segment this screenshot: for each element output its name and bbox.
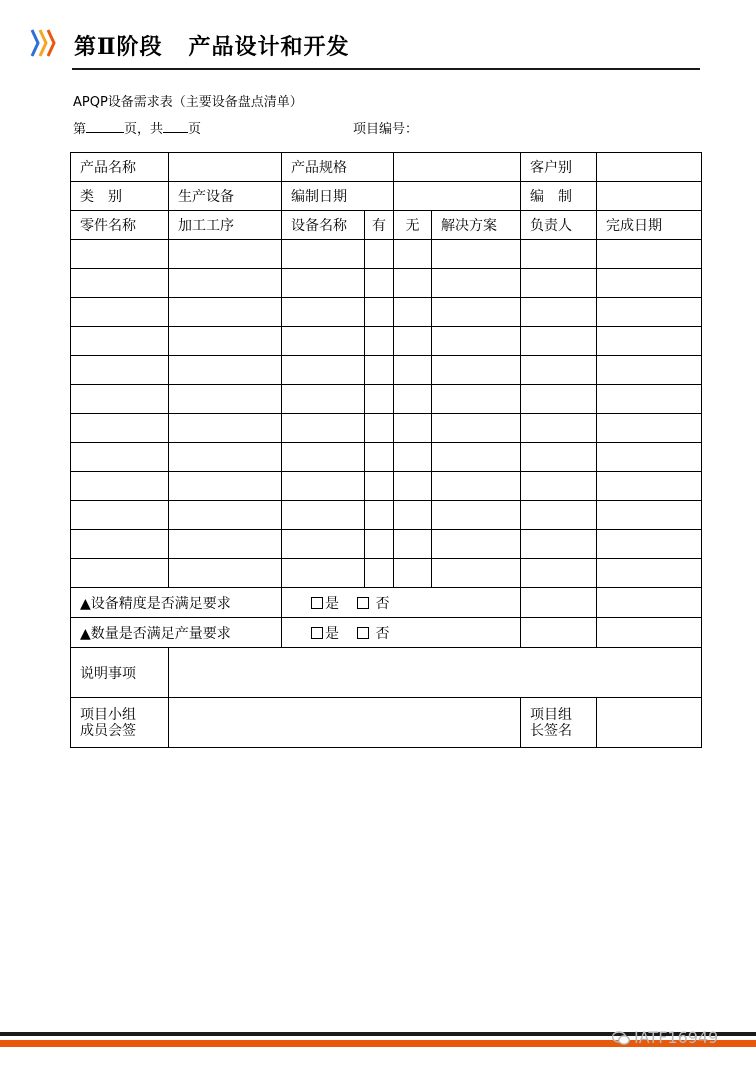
compiler-label: 编 制 [521, 182, 597, 211]
table-cell[interactable] [521, 559, 597, 588]
compiled-date-field[interactable] [394, 182, 521, 211]
column-header-none: 无 [394, 211, 432, 240]
table-cell[interactable] [521, 472, 597, 501]
category-label: 类 别 [71, 182, 169, 211]
table-cell[interactable] [432, 298, 521, 327]
stage-title: 产品设计和开发 [188, 34, 350, 60]
compiled-date-label: 编制日期 [282, 182, 394, 211]
precision-options [282, 588, 521, 618]
table-cell[interactable] [394, 356, 432, 385]
table-header-row [71, 211, 702, 240]
column-header-equipment-name: 设备名称 [282, 211, 365, 240]
checkbox-icon[interactable] [357, 627, 369, 639]
table-cell[interactable] [169, 472, 282, 501]
table-row [71, 501, 702, 530]
stage-label: 第Ⅱ阶段 [74, 34, 163, 60]
table-cell[interactable] [71, 240, 169, 269]
page-header-title [74, 30, 350, 61]
table-cell[interactable] [597, 385, 702, 414]
table-cell[interactable] [597, 269, 702, 298]
compiler-field[interactable] [597, 182, 702, 211]
precision-no-option[interactable] [357, 596, 389, 612]
table-cell[interactable] [365, 559, 394, 588]
table-row [71, 559, 702, 588]
table-cell[interactable] [282, 269, 365, 298]
requirement-row-quantity [71, 618, 702, 648]
column-header-process: 加工工序 [169, 211, 282, 240]
table-cell[interactable] [282, 240, 365, 269]
table-cell[interactable] [432, 472, 521, 501]
yes-label: 是 [325, 625, 339, 642]
page-suffix: 页 [188, 122, 202, 137]
leader-sign-field[interactable] [597, 698, 702, 748]
quantity-no-option[interactable] [357, 626, 389, 642]
table-cell[interactable] [71, 414, 169, 443]
quantity-owner-cell[interactable] [521, 618, 597, 648]
table-cell[interactable] [71, 472, 169, 501]
table-cell[interactable] [365, 356, 394, 385]
table-cell[interactable] [169, 240, 282, 269]
no-label: 否 [375, 595, 390, 612]
table-cell[interactable] [365, 443, 394, 472]
leader-sign-label-line1: 项目组 [530, 706, 572, 723]
form-title: APQP设备需求表（主要设备盘点清单） [73, 95, 303, 110]
table-cell[interactable] [169, 385, 282, 414]
table-cell[interactable] [169, 298, 282, 327]
table-cell[interactable] [365, 530, 394, 559]
table-cell[interactable] [394, 385, 432, 414]
customer-field[interactable] [597, 153, 702, 182]
leader-sign-label-line2: 长签名 [530, 722, 572, 739]
product-name-label: 产品名称 [71, 153, 169, 182]
table-cell[interactable] [71, 298, 169, 327]
customer-label: 客户别 [521, 153, 597, 182]
page-number-blank[interactable] [86, 120, 124, 133]
team-sign-label-line1: 项目小组 [80, 706, 136, 723]
table-cell[interactable] [432, 327, 521, 356]
table-cell[interactable] [71, 443, 169, 472]
table-cell[interactable] [597, 501, 702, 530]
table-row [71, 385, 702, 414]
quantity-options [282, 618, 521, 648]
column-header-have: 有 [365, 211, 394, 240]
table-row [71, 356, 702, 385]
table-cell[interactable] [521, 443, 597, 472]
table-cell[interactable] [521, 385, 597, 414]
table-cell[interactable] [432, 501, 521, 530]
table-cell[interactable] [365, 327, 394, 356]
table-cell[interactable] [597, 298, 702, 327]
table-cell[interactable] [597, 240, 702, 269]
table-cell[interactable] [597, 530, 702, 559]
page-count-line [73, 118, 201, 137]
precision-question: ▲设备精度是否满足要求 [71, 588, 282, 618]
table-cell[interactable] [169, 443, 282, 472]
project-number-label: 项目编号： [353, 122, 419, 137]
wechat-icon [612, 1031, 630, 1045]
table-row [71, 443, 702, 472]
checkbox-icon[interactable] [311, 627, 323, 639]
table-cell[interactable] [169, 559, 282, 588]
team-sign-label-line2: 成员会签 [80, 722, 136, 739]
table-row-category [71, 182, 702, 211]
table-cell[interactable] [597, 356, 702, 385]
table-cell[interactable] [169, 327, 282, 356]
table-cell[interactable] [365, 472, 394, 501]
yes-label: 是 [325, 595, 339, 612]
team-sign-label [71, 698, 169, 748]
table-cell[interactable] [394, 327, 432, 356]
table-cell[interactable] [521, 530, 597, 559]
table-cell[interactable] [71, 385, 169, 414]
brand-logo-icon [30, 26, 58, 60]
table-cell[interactable] [521, 298, 597, 327]
requirement-row-precision [71, 588, 702, 618]
table-cell[interactable] [282, 385, 365, 414]
table-cell[interactable] [394, 501, 432, 530]
table-cell[interactable] [282, 414, 365, 443]
table-cell[interactable] [71, 356, 169, 385]
table-cell[interactable] [394, 269, 432, 298]
precision-date-cell[interactable] [597, 588, 702, 618]
table-cell[interactable] [432, 240, 521, 269]
table-cell[interactable] [282, 327, 365, 356]
table-cell[interactable] [521, 414, 597, 443]
table-cell[interactable] [394, 559, 432, 588]
table-cell[interactable] [521, 327, 597, 356]
product-spec-label: 产品规格 [282, 153, 394, 182]
table-cell[interactable] [282, 298, 365, 327]
quantity-question: ▲数量是否满足产量要求 [71, 618, 282, 648]
table-cell[interactable] [521, 356, 597, 385]
notes-row [71, 648, 702, 698]
table-cell[interactable] [597, 472, 702, 501]
table-cell[interactable] [169, 269, 282, 298]
table-row-product [71, 153, 702, 182]
equipment-requirement-table [70, 152, 702, 748]
table-cell[interactable] [71, 530, 169, 559]
blank-rows [71, 240, 702, 588]
table-cell[interactable] [71, 327, 169, 356]
checkbox-icon[interactable] [357, 597, 369, 609]
table-cell[interactable] [169, 356, 282, 385]
table-cell[interactable] [597, 327, 702, 356]
table-cell[interactable] [71, 559, 169, 588]
watermark-text: IATF16949 [634, 1028, 719, 1047]
table-cell[interactable] [71, 269, 169, 298]
watermark [612, 1028, 718, 1047]
header-divider [72, 68, 700, 70]
page-prefix: 第 [73, 122, 87, 137]
signature-row [71, 698, 702, 748]
precision-yes-option[interactable] [311, 596, 339, 612]
table-cell[interactable] [394, 443, 432, 472]
product-spec-field[interactable] [394, 153, 521, 182]
table-cell[interactable] [282, 559, 365, 588]
table-cell[interactable] [432, 530, 521, 559]
table-cell[interactable] [432, 385, 521, 414]
column-header-due-date: 完成日期 [597, 211, 702, 240]
leader-sign-label [521, 698, 597, 748]
table-row [71, 327, 702, 356]
table-cell[interactable] [597, 414, 702, 443]
table-cell[interactable] [394, 414, 432, 443]
quantity-date-cell[interactable] [597, 618, 702, 648]
table-cell[interactable] [169, 530, 282, 559]
table-cell[interactable] [365, 501, 394, 530]
table-cell[interactable] [282, 443, 365, 472]
table-cell[interactable] [432, 269, 521, 298]
table-cell[interactable] [282, 356, 365, 385]
table-cell[interactable] [597, 559, 702, 588]
page-mid: 页，共 [124, 122, 164, 137]
column-header-solution: 解决方案 [432, 211, 521, 240]
no-label: 否 [375, 625, 390, 642]
table-row [71, 298, 702, 327]
table-cell[interactable] [365, 269, 394, 298]
notes-label: 说明事项 [71, 648, 169, 698]
product-name-field[interactable] [169, 153, 282, 182]
table-cell[interactable] [282, 472, 365, 501]
table-cell[interactable] [432, 559, 521, 588]
notes-field[interactable] [169, 648, 702, 698]
table-cell[interactable] [71, 501, 169, 530]
table-cell[interactable] [394, 240, 432, 269]
table-row [71, 472, 702, 501]
team-sign-field[interactable] [169, 698, 521, 748]
table-cell[interactable] [394, 298, 432, 327]
table-cell[interactable] [394, 472, 432, 501]
table-row [71, 240, 702, 269]
category-value: 生产设备 [169, 182, 282, 211]
table-cell[interactable] [521, 269, 597, 298]
table-row [71, 414, 702, 443]
table-cell[interactable] [282, 530, 365, 559]
page-total-blank[interactable] [163, 120, 188, 133]
table-cell[interactable] [432, 356, 521, 385]
precision-owner-cell[interactable] [521, 588, 597, 618]
table-cell[interactable] [365, 298, 394, 327]
table-cell[interactable] [521, 501, 597, 530]
table-cell[interactable] [432, 414, 521, 443]
table-row [71, 269, 702, 298]
table-row [71, 530, 702, 559]
quantity-yes-option[interactable] [311, 626, 339, 642]
table-cell[interactable] [365, 240, 394, 269]
table-cell[interactable] [432, 443, 521, 472]
column-header-part-name: 零件名称 [71, 211, 169, 240]
table-cell[interactable] [394, 530, 432, 559]
column-header-owner: 负责人 [521, 211, 597, 240]
table-cell[interactable] [169, 501, 282, 530]
table-cell[interactable] [169, 414, 282, 443]
table-cell[interactable] [521, 240, 597, 269]
table-cell[interactable] [365, 414, 394, 443]
table-cell[interactable] [282, 501, 365, 530]
table-cell[interactable] [597, 443, 702, 472]
table-cell[interactable] [365, 385, 394, 414]
checkbox-icon[interactable] [311, 597, 323, 609]
